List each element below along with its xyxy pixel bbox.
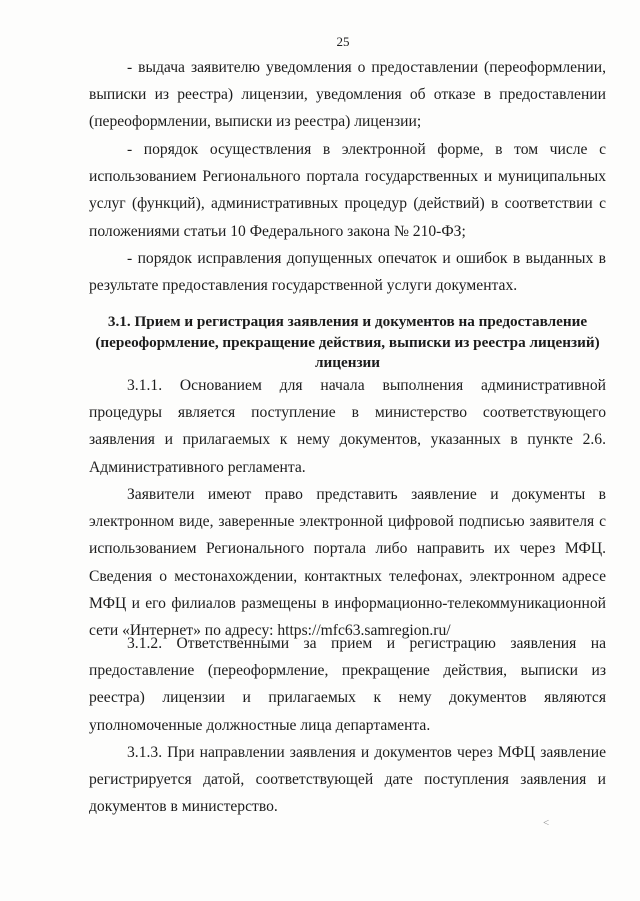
section-heading: 3.1. Прием и регистрация заявления и документов на предоставление (переоформление, прекращение действия, выписки из реестра лицензий) лицензии — [95, 313, 600, 371]
clause-3-1-1-applicants: Заявители имеют право представить заявление и документы в электронном виде, заверенные электронной цифровой подписью заявителя с использованием Регионального портала либо направить их через МФЦ. Сведения о местонахождении, контактных телефонах, электронном адресе МФЦ и его филиалов размещены в информационно-телекоммуникационной сети «Интернет» по адресу: https://mfc63.samregion.ru/ — [89, 486, 606, 640]
paragraph-electronic-procedure: - порядок осуществления в электронной форме, в том числе с использованием Регионального портала государственных и муниципальных услуг (функций), административных процедур (действий) в соответствии с положениями статьи 10 Федерального закона № 210-ФЗ; — [89, 141, 606, 240]
clause-3-1-2: 3.1.2. Ответственными за прием и регистрацию заявления на предоставление (переоформление, прекращение действия, выписки из реестра) лицензии и прилагаемых к нему документов являются уполномоченные должностные лица департамента. — [89, 635, 606, 734]
page-number: 25 — [336, 34, 350, 49]
paragraph-error-correction: - порядок исправления допущенных опечаток и ошибок в выданных в результате предоставления государственной услуги документах. — [89, 250, 606, 295]
clause-3-1-1: 3.1.1. Основанием для начала выполнения административной процедуры является поступление в министерство соответствующего заявления и прилагаемых к нему документов, указанных в пункте 2.6. Административного регламента. — [89, 377, 606, 476]
scan-mark: ˂ — [543, 817, 550, 829]
clause-3-1-3: 3.1.3. При направлении заявления и документов через МФЦ заявление регистрируется датой, соответствующей дате поступления заявления и документов в министерство. — [89, 744, 606, 816]
paragraph-notification: - выдача заявителю уведомления о предоставлении (переоформлении, выписки из реестра) лицензии, уведомления об отказе в предоставлении (переоформлении, выписки из реестра) лицензии; — [89, 59, 606, 131]
